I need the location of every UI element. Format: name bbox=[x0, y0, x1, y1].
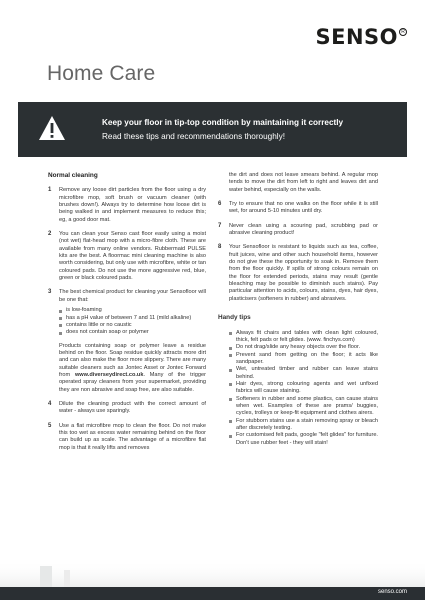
registered-mark: R bbox=[399, 28, 407, 36]
warning-icon bbox=[38, 115, 66, 141]
list-item: Do not drag/slide any heavy objects over the floor. bbox=[229, 344, 378, 351]
step-text: Try to ensure that no one walks on the floor while it is still wet, for around 5-10 minutes until dry. bbox=[229, 201, 378, 215]
step-7 bbox=[218, 223, 378, 238]
logo-wordmark: SENSO bbox=[315, 25, 398, 49]
section-title-normal-cleaning: Normal cleaning bbox=[48, 172, 98, 179]
diversey-link[interactable]: www.diverseydirect.co.uk bbox=[74, 371, 144, 378]
step-6 bbox=[218, 201, 378, 216]
list-item: Always fit chairs and tables with clean light coloured, thick, felt pads or felt glides. (www. finchys.com) bbox=[229, 330, 378, 345]
list-item: For customised felt pads, google "felt glides" for furniture. Don't use rubber feet - they will stain! bbox=[229, 432, 378, 447]
step-8 bbox=[218, 244, 378, 303]
step-4 bbox=[48, 401, 206, 416]
step-number: 6 bbox=[218, 201, 222, 208]
step-text: Your Sensofloor is resistant to liquids such as tea, coffee, fruit juices, wine and other such household items, however do not give these the opportunity to soak in. Remove them from the floor quickly. If spills of strong colours remain on the floor for extended periods, stains may result (gentle bleaching may be possible to diminish such stains). Pay particular attention to acids, colours, stains, dyes, hair dyes, plasticisers (softeners in rubber) and abrasives. bbox=[229, 244, 378, 302]
banner-headline: Keep your floor in tip-top condition by maintaining it correctly bbox=[102, 118, 344, 127]
left-column bbox=[48, 172, 206, 459]
list-item: has a pH value of between 7 and 11 (mild alkaline) bbox=[59, 315, 206, 322]
list-item: Prevent sand from getting on the floor; it acts like sandpaper. bbox=[229, 352, 378, 367]
right-column bbox=[218, 172, 378, 447]
list-item: Softeners in rubber and some plastics, can cause stains when wet. Examples of these are prams/ buggies, cycles, trolleys or keep-fit equipment and clothes airers. bbox=[229, 396, 378, 418]
step-3 bbox=[48, 289, 206, 304]
banner-subline: Read these tips and recommendations thoroughly! bbox=[102, 132, 285, 141]
step-1 bbox=[48, 187, 206, 224]
step-5-continued: the dirt and does not leave smears behind. A regular mop tends to move the dirt from left to right and leaves dirt and water behind, especially on the walls. bbox=[229, 172, 378, 193]
soap-residue-paragraph bbox=[59, 343, 206, 394]
paragraph-text: . Many of the trigger operated spray cleaners from your supermarket, providing they are non abrasive and soap free, are also suitable. bbox=[59, 371, 206, 393]
step-text: Never clean using a scouring pad, scrubbing pad or abrasive cleaning product! bbox=[229, 222, 378, 237]
step-2 bbox=[48, 231, 206, 282]
paragraph-text: Products containing soap or polymer leave a residue behind on the floor. Soap residue quickly attracts more dirt and can also make the floor more slippery. There are many suitable cleaners such as Jontec Asset or Jontec Forward from bbox=[59, 342, 206, 378]
footer-url[interactable]: senso.com bbox=[377, 589, 407, 595]
step-number: 8 bbox=[218, 244, 222, 251]
step-number: 3 bbox=[48, 289, 52, 296]
step-number: 4 bbox=[48, 400, 52, 407]
step-text: Use a flat microfibre mop to clean the floor. Do not make this too wet as excess water remaining behind on the floor can build up as scale. The advantage of a microfibre flat mop is that it really lifts and removes bbox=[59, 422, 206, 451]
section-title-handy-tips: Handy tips bbox=[218, 314, 251, 322]
list-item: Hair dyes, strong colouring agents and wet unfixed fabrics will cause staining. bbox=[229, 381, 378, 396]
step-text: You can clean your Senso cast floor easily using a moist (not wet) flat-head mop with a micro-fibre cloth. These are available from many online vendors. Rubbermaid PULSE kits are the best. A floormac mini cleaning machine is also worth considering, but only use with microfibre, white or tan coloured pads. Do not use the more aggressive red, blue, green or black coloured pads. bbox=[59, 231, 206, 282]
footer-bar bbox=[0, 587, 425, 600]
handy-tips-list bbox=[229, 330, 378, 448]
step-text: The best chemical product for cleaning your Sensofloor will be one that: bbox=[59, 289, 206, 303]
list-item: Wet, untreated timber and rubber can leave stains behind. bbox=[229, 366, 378, 381]
step-text: Remove any loose dirt particles from the floor using a dry microfibre mop, soft brush or vacuum cleaner (with brushes down!). Always try to determine how loose dirt is being walked in and implement measures to reduce this; eg, a good door mat. bbox=[59, 187, 206, 223]
list-item: does not contain soap or polymer bbox=[59, 329, 206, 336]
step-5 bbox=[48, 423, 206, 452]
product-traits-list bbox=[59, 307, 206, 336]
step-number: 7 bbox=[218, 222, 222, 229]
list-item: is low-foaming bbox=[59, 307, 206, 314]
step-number: 1 bbox=[48, 187, 52, 194]
step-text: Dilute the cleaning product with the correct amount of water - always use sparingly. bbox=[59, 400, 206, 415]
step-number: 5 bbox=[48, 422, 52, 429]
step-number: 2 bbox=[48, 231, 52, 238]
page-title: Home Care bbox=[47, 62, 156, 85]
list-item: contains little or no caustic bbox=[59, 322, 206, 329]
warning-banner bbox=[18, 102, 407, 157]
senso-logo bbox=[315, 27, 407, 48]
list-item: For stubborn stains use a stain removing spray or bleach after discretely testing. bbox=[229, 418, 378, 433]
